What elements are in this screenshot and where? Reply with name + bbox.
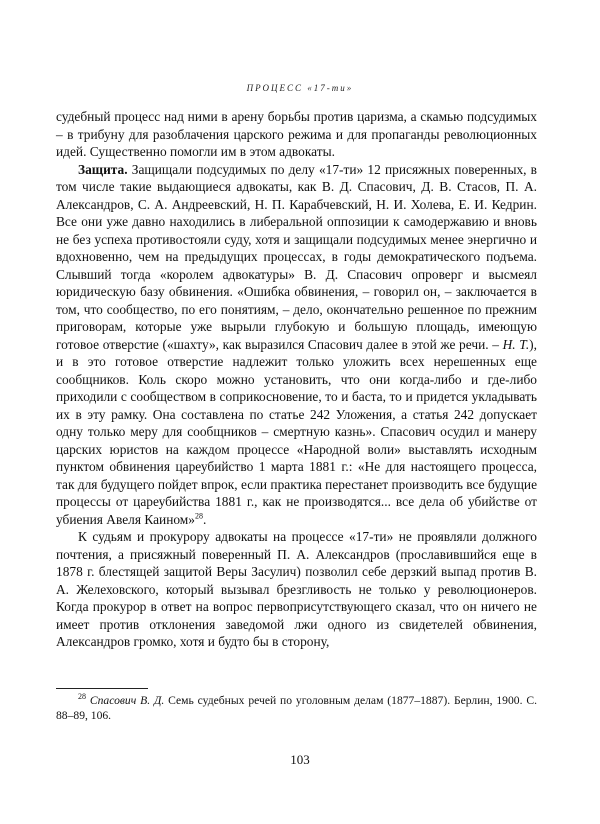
paragraph-1 [56, 108, 537, 161]
footnote-divider [56, 688, 148, 689]
section-heading-defense: Защита. [78, 161, 128, 177]
page-number: 103 [290, 752, 310, 767]
footnote-number: 28 [78, 692, 86, 702]
footnote-28 [56, 693, 537, 723]
paragraph-2-text-continued: ), и в это готовое отверстие надлежит только уложить всех нерешенных еще сообщников. Коль скоро можно установить, что они когда-либо и где-либо приходили с сообществом в соприкосновение, то и баста, то и придется укладывать их в эту рамку. Она составлена по статье 242 Уложения, а статья 242 допускает одну только меру для сообщников – смертную казнь». Спасович осудил и манеру царских юристов на каждом процессе «Народной воли» выставлять исходным пунктом обвинения цареубийство 1 марта 1881 г.: «Не для настоящего процесса, так для будущего пойдет впрок, если практика перестанет производить все будущие процессы от цареубийства 1881 г., как не производятся... все дела об убийстве от убиения Авеля Каином» [56, 336, 538, 527]
paragraph-3-text: К судьям и прокурору адвокаты на процессе «17-ти» не проявляли должного почтения, а присяжный поверенный П. А. Александров (прославившийся еще в 1878 г. блестящей защитой Веры Засулич) позволил себе дерзкий выпад против В. А. Желеховского, который вызывал брезгливость не только у революционеров. Когда прокурор в ответ на вопрос первоприсутствующего сказал, что он ничего не имеет против отклонения заведомой лжи одного из свидетелей обвинения, Александров громко, хотя и будто бы в сторону, [56, 529, 537, 649]
paragraph-2-end: . [202, 511, 207, 527]
footnote-text: Семь судебных речей по уголовным делам (1877–1887). Берлин, 1900. С. 88–89, 106. [56, 694, 537, 722]
paragraph-3 [56, 528, 537, 651]
main-text [56, 108, 537, 651]
footnote [56, 693, 537, 723]
editor-note-initials: Н. Т. [502, 336, 530, 352]
running-head: ПРОЦЕСС «17-ти» [246, 83, 354, 93]
footnote-reference[interactable]: 28 [194, 511, 203, 521]
paragraph-1-text: судебный процесс над ними в арену борьбы против царизма, а скамью подсудимых – в трибуну для разоблачения царского режима и для пропаганды революционных идей. Существенно помогли им в этом адвокаты. [56, 109, 537, 159]
paragraph-2 [56, 161, 537, 529]
paragraph-2-text: Защищали подсудимых по делу «17-ти» 12 присяжных поверенных, в том числе такие выдающиеся адвокаты, как В. Д. Спасович, Д. В. Стасов, П. А. Александров, С. А. Андреевский, Н. П. Карабчевский, Н. И. Холева, Е. И. Кедрин. Все они уже давно находились в либеральной оппозиции к самодержавию и вновь не без успеха противостояли суду, хотя и защищали подсудимых менее энергично и вдохновенно, чем на предыдущих процессах, в годы демократического подъема. Слывший тогда «королем адвокатуры» В. Д. Спасович опроверг и высмеял юридическую базу обвинения. «Ошибка обвинения, – говорил он, – заключается в том, что сообщество, по его понятиям, – дело, окончательно решенное по прежним приговорам, которые уже вырыли глубокую и большую площадь, имеющую готовое отверстие («шахту», как выразился Спасович далее в этой же речи. – [56, 161, 537, 352]
footnote-author: Спасович В. Д. [89, 694, 165, 707]
